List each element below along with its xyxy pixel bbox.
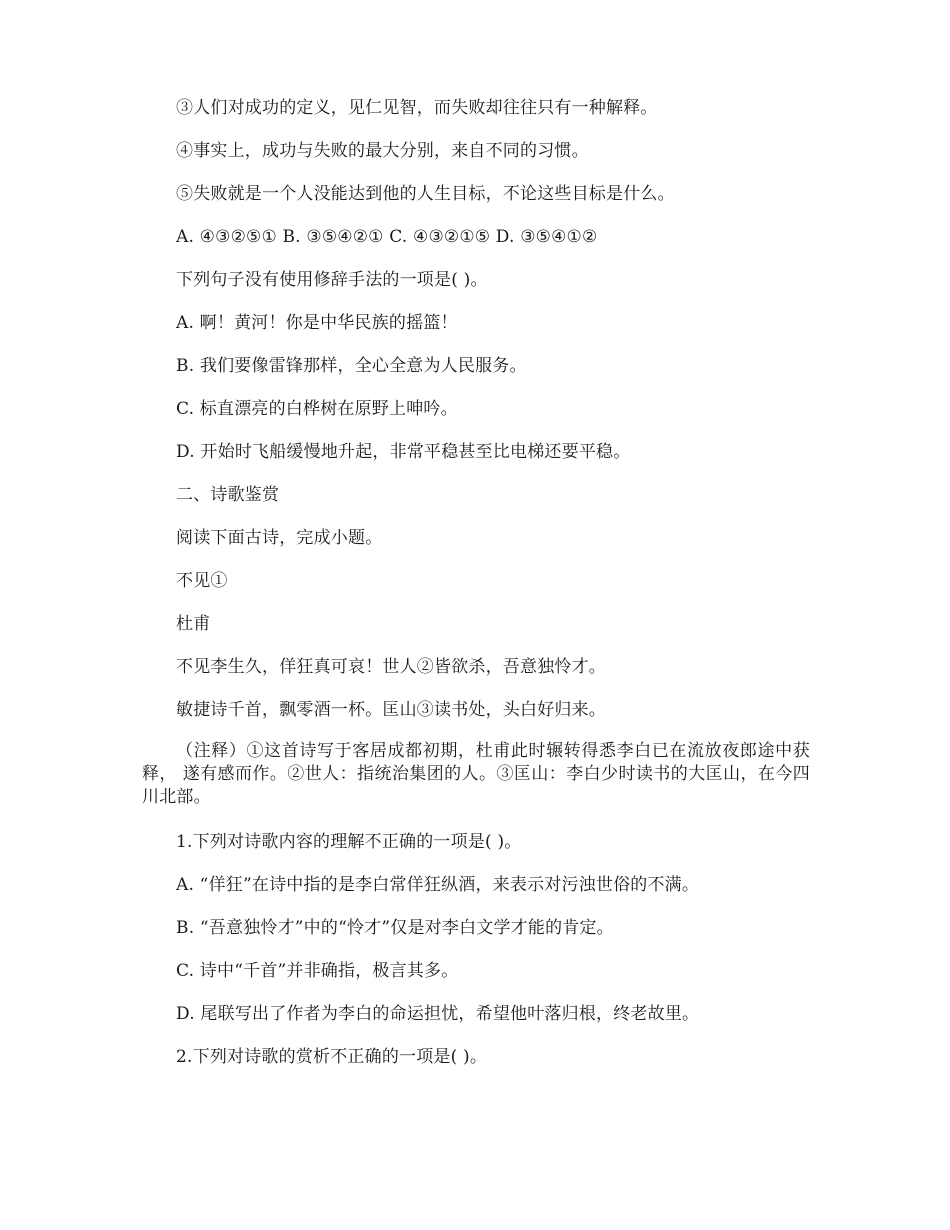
poem-line-2: 敏捷诗千首，飘零酒一杯。匡山③读书处，头白好归来。 — [176, 700, 606, 720]
poem-title: 不见① — [176, 571, 228, 591]
section-heading-poetry: 二、诗歌鉴赏 — [176, 485, 280, 505]
rhetoric-choice-d: D. 开始时飞船缓慢地升起，非常平稳甚至比电梯还要平稳。 — [176, 442, 631, 462]
rhetoric-choice-b: B. 我们要像雷锋那样，全心全意为人民服务。 — [176, 356, 527, 376]
option-statement-3: ③人们对成功的定义，见仁见智，而失败却往往只有一种解释。 — [176, 98, 658, 118]
option-statement-4: ④事实上，成功与失败的最大分别，来自不同的习惯。 — [176, 141, 589, 161]
question-1-prompt: 1.下列对诗歌内容的理解不正确的一项是( )。 — [176, 832, 522, 852]
question-rhetoric-prompt: 下列句子没有使用修辞手法的一项是( )。 — [176, 270, 488, 290]
poem-author: 杜甫 — [176, 614, 211, 634]
question-1-choice-a: A. “佯狂”在诗中指的是李白常佯狂纵酒，来表示对污浊世俗的不满。 — [176, 875, 700, 895]
question-1-choice-b: B. “吾意独怜才”中的“怜才”仅是对李白文学才能的肯定。 — [176, 918, 614, 938]
poem-annotation: （注释）①这首诗写于客居成都初期，杜甫此时辗转得悉李白已在流放夜郎途中获释， 遂有感而作。②世人：指统治集团的人。③匡山：李白少时读书的大匡山，在今四川北部。 — [142, 741, 810, 807]
question-1-choice-c: C. 诗中“千首”并非确指，极言其多。 — [176, 961, 459, 981]
rhetoric-choice-a: A. 啊！黄河！你是中华民族的摇篮！ — [176, 313, 458, 333]
poem-line-1: 不见李生久，佯狂真可哀！世人②皆欲杀，吾意独怜才。 — [176, 657, 606, 677]
reading-instruction: 阅读下面古诗，完成小题。 — [176, 528, 383, 548]
question-1-choice-d: D. 尾联写出了作者为李白的命运担忧，希望他叶落归根，终老故里。 — [176, 1004, 700, 1024]
rhetoric-choice-c: C. 标直漂亮的白桦树在原野上呻吟。 — [176, 399, 458, 419]
ordering-choices: A. ④③②⑤① B. ③⑤④②① C. ④③②①⑤ D. ③⑤④①② — [176, 227, 598, 247]
option-statement-5: ⑤失败就是一个人没能达到他的人生目标，不论这些目标是什么。 — [176, 184, 675, 204]
question-2-prompt: 2.下列对诗歌的赏析不正确的一项是( )。 — [176, 1047, 488, 1067]
